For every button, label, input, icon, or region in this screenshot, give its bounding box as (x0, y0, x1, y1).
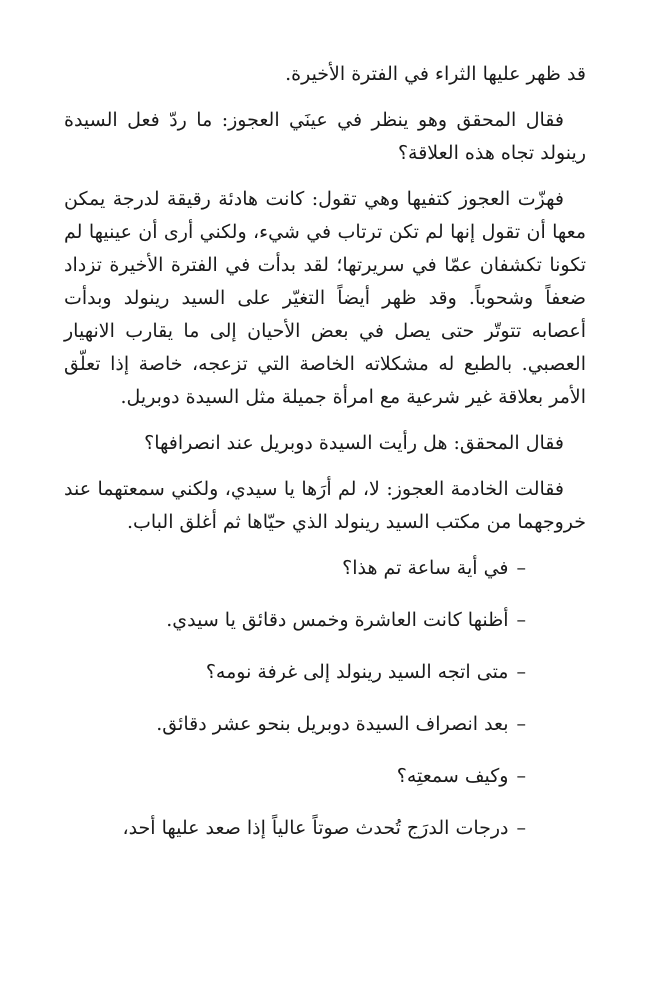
paragraph: قد ظهر عليها الثراء في الفترة الأخيرة. (285, 63, 586, 85)
paragraph: فقال المحقق وهو ينظر في عينَي العجوز: ما ردّ فعل السيدة رينولد تجاه هذه العلاقة؟ (64, 109, 586, 164)
paragraph: فقالت الخادمة العجوز: لا، لم أرَها يا سيدي، ولكني سمعتهما عند خروجهما من مكتب السيد رينولد الذي حيّاها ثم أغلق الباب. (64, 478, 586, 533)
dialogue-dash: – (516, 817, 526, 839)
paragraph: فهزّت العجوز كتفيها وهي تقول: كانت هادئة رقيقة لدرجة يمكن معها أن تقول إنها لم تكن ترتاب في شيء، ولكني أرى أن عينيها لم تكونا تكشفان عمّا في سريرتها؛ لقد بدأت في الفترة الأخيرة تزداد ضعفاً وشحوباً. وقد ظهر أيضاً التغيّر على السيد رينولد وبدأت أعصابه تتوتّر حتى يصل في بعض الأحيان إلى ما يقارب الانهيار العصبي. بالطبع له مشكلاته الخاصة التي تزعجه، خاصة إذا تعلّق الأمر بعلاقة غير شرعية مع امرأة جميلة مثل السيدة دوبريل. (64, 188, 586, 408)
paragraph: فقال المحقق: هل رأيت السيدة دوبريل عند انصرافها؟ (144, 432, 564, 454)
dialogue-line (64, 812, 586, 845)
dialogue-line (64, 552, 586, 585)
dialogue-line (64, 708, 586, 741)
dialogue-text: أظنها كانت العاشرة وخمس دقائق يا سيدي. (166, 609, 509, 631)
dialogue-dash: – (516, 661, 526, 683)
dialogue-text: في أية ساعة تم هذا؟ (342, 557, 509, 579)
dialogue-dash: – (516, 765, 526, 787)
dialogue-line (64, 656, 586, 689)
dialogue-text: بعد انصراف السيدة دوبريل بنحو عشر دقائق. (156, 713, 509, 735)
dialogue-line (64, 760, 586, 793)
dialogue-dash: – (516, 713, 526, 735)
dialogue-text: درجات الدرَج تُحدث صوتاً عالياً إذا صعد عليها أحد، (122, 817, 509, 839)
dialogue-text: متى اتجه السيد رينولد إلى غرفة نومه؟ (205, 661, 509, 683)
dialogue-dash: – (516, 557, 526, 579)
dialogue-dash: – (516, 609, 526, 631)
dialogue-line (64, 604, 586, 637)
document-page (64, 58, 586, 864)
dialogue-text: وكيف سمعتِه؟ (396, 765, 509, 787)
